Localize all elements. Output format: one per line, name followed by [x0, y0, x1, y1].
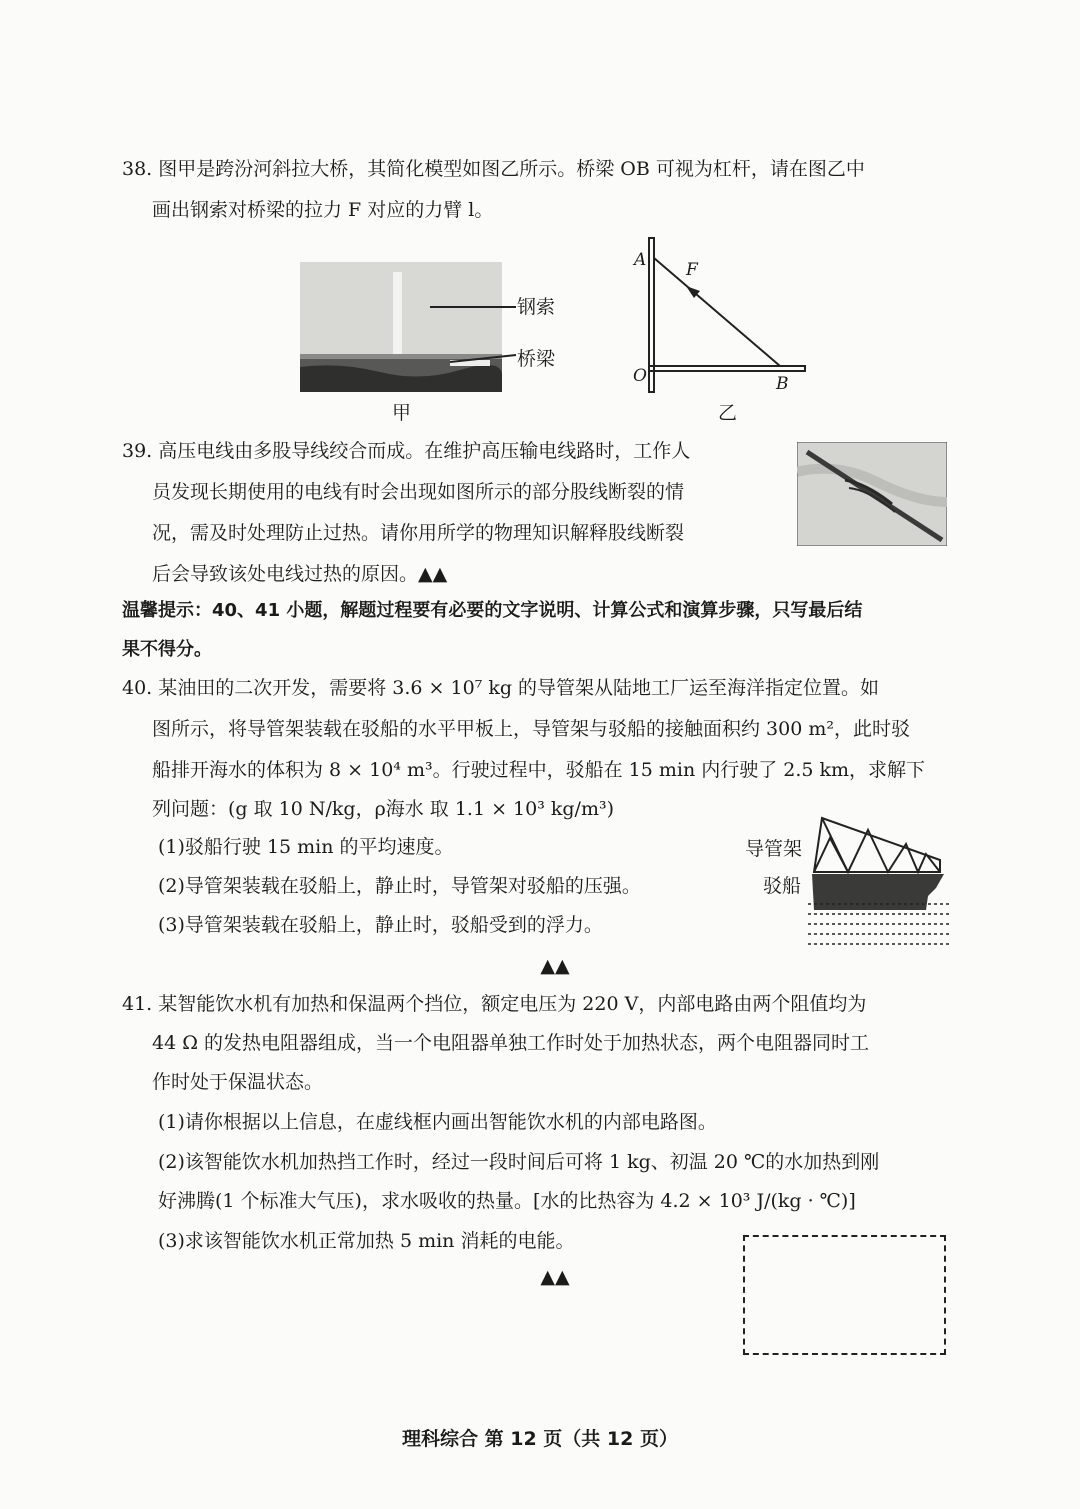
q38-line2: 画出钢索对桥梁的拉力 F 对应的力臂 l。 [152, 199, 494, 221]
q40-marks: ▲▲ [540, 955, 570, 977]
point-B: B [776, 374, 789, 394]
cable-line [654, 258, 780, 366]
q41-line1: 41. 某智能饮水机有加热和保温两个挡位，额定电压为 220 V，内部电路由两个阻值均为 [122, 993, 867, 1015]
q41-sub3: (3)求该智能饮水机正常加热 5 min 消耗的电能。 [158, 1230, 575, 1252]
q41-sub2b: 好沸腾(1 个标准大气压)，求水吸收的热量。[水的比热容为 4.2 × 10³ J/(kg · ℃)] [158, 1190, 856, 1212]
point-A: A [634, 250, 647, 270]
q40-line4: 列问题：(g 取 10 N/kg，ρ海水 取 1.1 × 10³ kg/m³) [152, 798, 614, 820]
q41-sub2a: (2)该智能饮水机加热挡工作时，经过一段时间后可将 1 kg、初温 20 ℃的水加热到刚 [158, 1151, 880, 1173]
q41-line2: 44 Ω 的发热电阻器组成，当一个电阻器单独工作时处于加热状态，两个电阻器同时工 [152, 1032, 870, 1054]
lever-diagram [628, 236, 813, 396]
q39-line3: 况，需及时处理防止过热。请你用所学的物理知识解释股线断裂 [152, 522, 685, 544]
q40-line2: 图所示，将导管架装载在驳船的水平甲板上，导管架与驳船的接触面积约 300 m²，此时驳 [152, 718, 910, 740]
q41-marks: ▲▲ [540, 1266, 570, 1288]
q40-sub1: (1)驳船行驶 15 min 的平均速度。 [158, 836, 454, 858]
point-O: O [633, 366, 647, 386]
label-cable: 钢索 [517, 296, 556, 318]
q39-line4: 后会导致该处电线过热的原因。▲▲ [152, 563, 448, 585]
label-beam: 桥梁 [517, 348, 556, 370]
q38-line1: 38. 图甲是跨汾河斜拉大桥，其简化模型如图乙所示。桥梁 OB 可视为杠杆，请在图乙中 [122, 158, 865, 180]
label-barge: 驳船 [763, 875, 802, 897]
tip-line1: 温馨提示：40、41 小题，解题过程要有必要的文字说明、计算公式和演算步骤，只写最后结 [122, 600, 863, 621]
q40-line1: 40. 某油田的二次开发，需要将 3.6 × 10⁷ kg 的导管架从陆地工厂运至海洋指定位置。如 [122, 677, 880, 699]
q39-line1: 39. 高压电线由多股导线绞合而成。在维护高压输电线路时，工作人 [122, 440, 691, 462]
wire-photo [797, 442, 947, 546]
caption-yi: 乙 [718, 402, 738, 424]
point-F: F [686, 260, 698, 280]
circuit-answer-box[interactable] [743, 1235, 946, 1355]
q39-line2: 员发现长期使用的电线有时会出现如图所示的部分股线断裂的情 [152, 481, 685, 503]
tip-line2: 果不得分。 [122, 639, 212, 660]
q40-sub3: (3)导管架装载在驳船上，静止时，驳船受到的浮力。 [158, 914, 603, 936]
q40-line3: 船排开海水的体积为 8 × 10⁴ m³。行驶过程中，驳船在 15 min 内行驶了 2.5 km，求解下 [152, 759, 926, 781]
page-footer: 理科综合 第 12 页（共 12 页） [402, 1428, 678, 1450]
q40-sub2: (2)导管架装载在驳船上，静止时，导管架对驳船的压强。 [158, 875, 641, 897]
caption-jia: 甲 [392, 402, 412, 424]
photo-leader-lines [430, 300, 520, 370]
label-jacket: 导管架 [745, 838, 803, 860]
q41-sub1: (1)请你根据以上信息，在虚线框内画出智能饮水机的内部电路图。 [158, 1111, 717, 1133]
barge-diagram [808, 816, 950, 946]
q41-line3: 作时处于保温状态。 [152, 1071, 324, 1093]
